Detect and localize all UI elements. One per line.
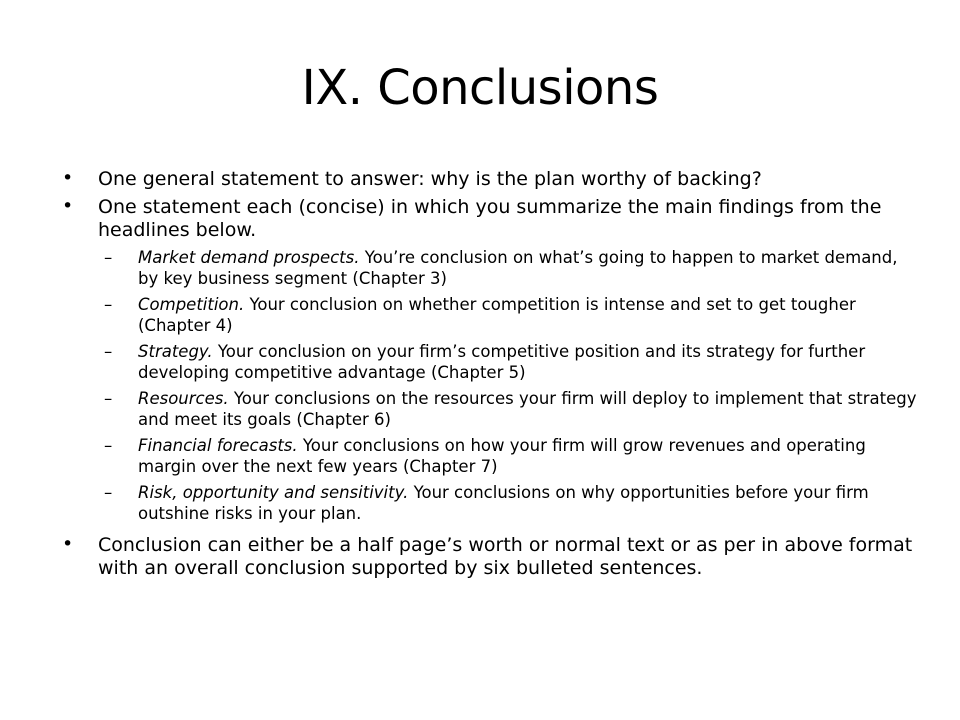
dash-icon: – bbox=[104, 483, 113, 502]
sub-bullet-lead: Resources. bbox=[138, 389, 229, 408]
sub-bullet-text: Your conclusions on the resources your firm will deploy to implement that strategy and meet its goals (Chapter 6) bbox=[138, 389, 917, 429]
sub-bullet-item bbox=[62, 435, 922, 477]
sub-bullet-lead: Strategy. bbox=[138, 342, 213, 361]
slide-body bbox=[62, 168, 922, 585]
slide-title: IX. Conclusions bbox=[301, 60, 659, 116]
sub-bullet-item bbox=[62, 388, 922, 430]
sub-bullet-lead: Financial forecasts. bbox=[138, 436, 298, 455]
bullet-text: Conclusion can either be a half page’s worth or normal text or as per in above format with an overall conclusion supported by six bulleted sentences. bbox=[98, 534, 913, 579]
sub-bullet-text: Your conclusions on how your firm will grow revenues and operating margin over the next few years (Chapter 7) bbox=[138, 436, 866, 476]
sub-bullet-text: Your conclusions on why opportunities before your firm outshine risks in your plan. bbox=[138, 483, 869, 523]
bullet-icon: • bbox=[62, 533, 74, 555]
dash-icon: – bbox=[104, 248, 113, 267]
sub-bullet-lead: Competition. bbox=[138, 295, 245, 314]
dash-icon: – bbox=[104, 295, 113, 314]
bullet-icon: • bbox=[62, 195, 74, 217]
sub-bullet-list bbox=[62, 247, 922, 524]
bullet-icon: • bbox=[62, 167, 74, 189]
dash-icon: – bbox=[104, 389, 113, 408]
bullet-text: One general statement to answer: why is the plan worthy of backing? bbox=[98, 168, 762, 190]
sub-bullet-item bbox=[62, 247, 922, 289]
dash-icon: – bbox=[104, 342, 113, 361]
sub-bullet-lead: Risk, opportunity and sensitivity. bbox=[138, 483, 409, 502]
sub-bullet-text: You’re conclusion on what’s going to happen to market demand, by key business segment (Chapter 3) bbox=[138, 248, 898, 288]
sub-bullet-item bbox=[62, 482, 922, 524]
bullet-item bbox=[62, 168, 922, 191]
bullet-item bbox=[62, 196, 922, 242]
bullet-item bbox=[62, 534, 922, 580]
sub-bullet-item bbox=[62, 341, 922, 383]
sub-bullet-text: Your conclusion on whether competition is intense and set to get tougher (Chapter 4) bbox=[138, 295, 856, 335]
sub-bullet-text: Your conclusion on your firm’s competitive position and its strategy for further developing competitive advantage (Chapter 5) bbox=[138, 342, 866, 382]
bullet-text: One statement each (concise) in which you summarize the main findings from the headlines below. bbox=[98, 196, 882, 241]
dash-icon: – bbox=[104, 436, 113, 455]
sub-bullet-lead: Market demand prospects. bbox=[138, 248, 360, 267]
sub-bullet-item bbox=[62, 294, 922, 336]
